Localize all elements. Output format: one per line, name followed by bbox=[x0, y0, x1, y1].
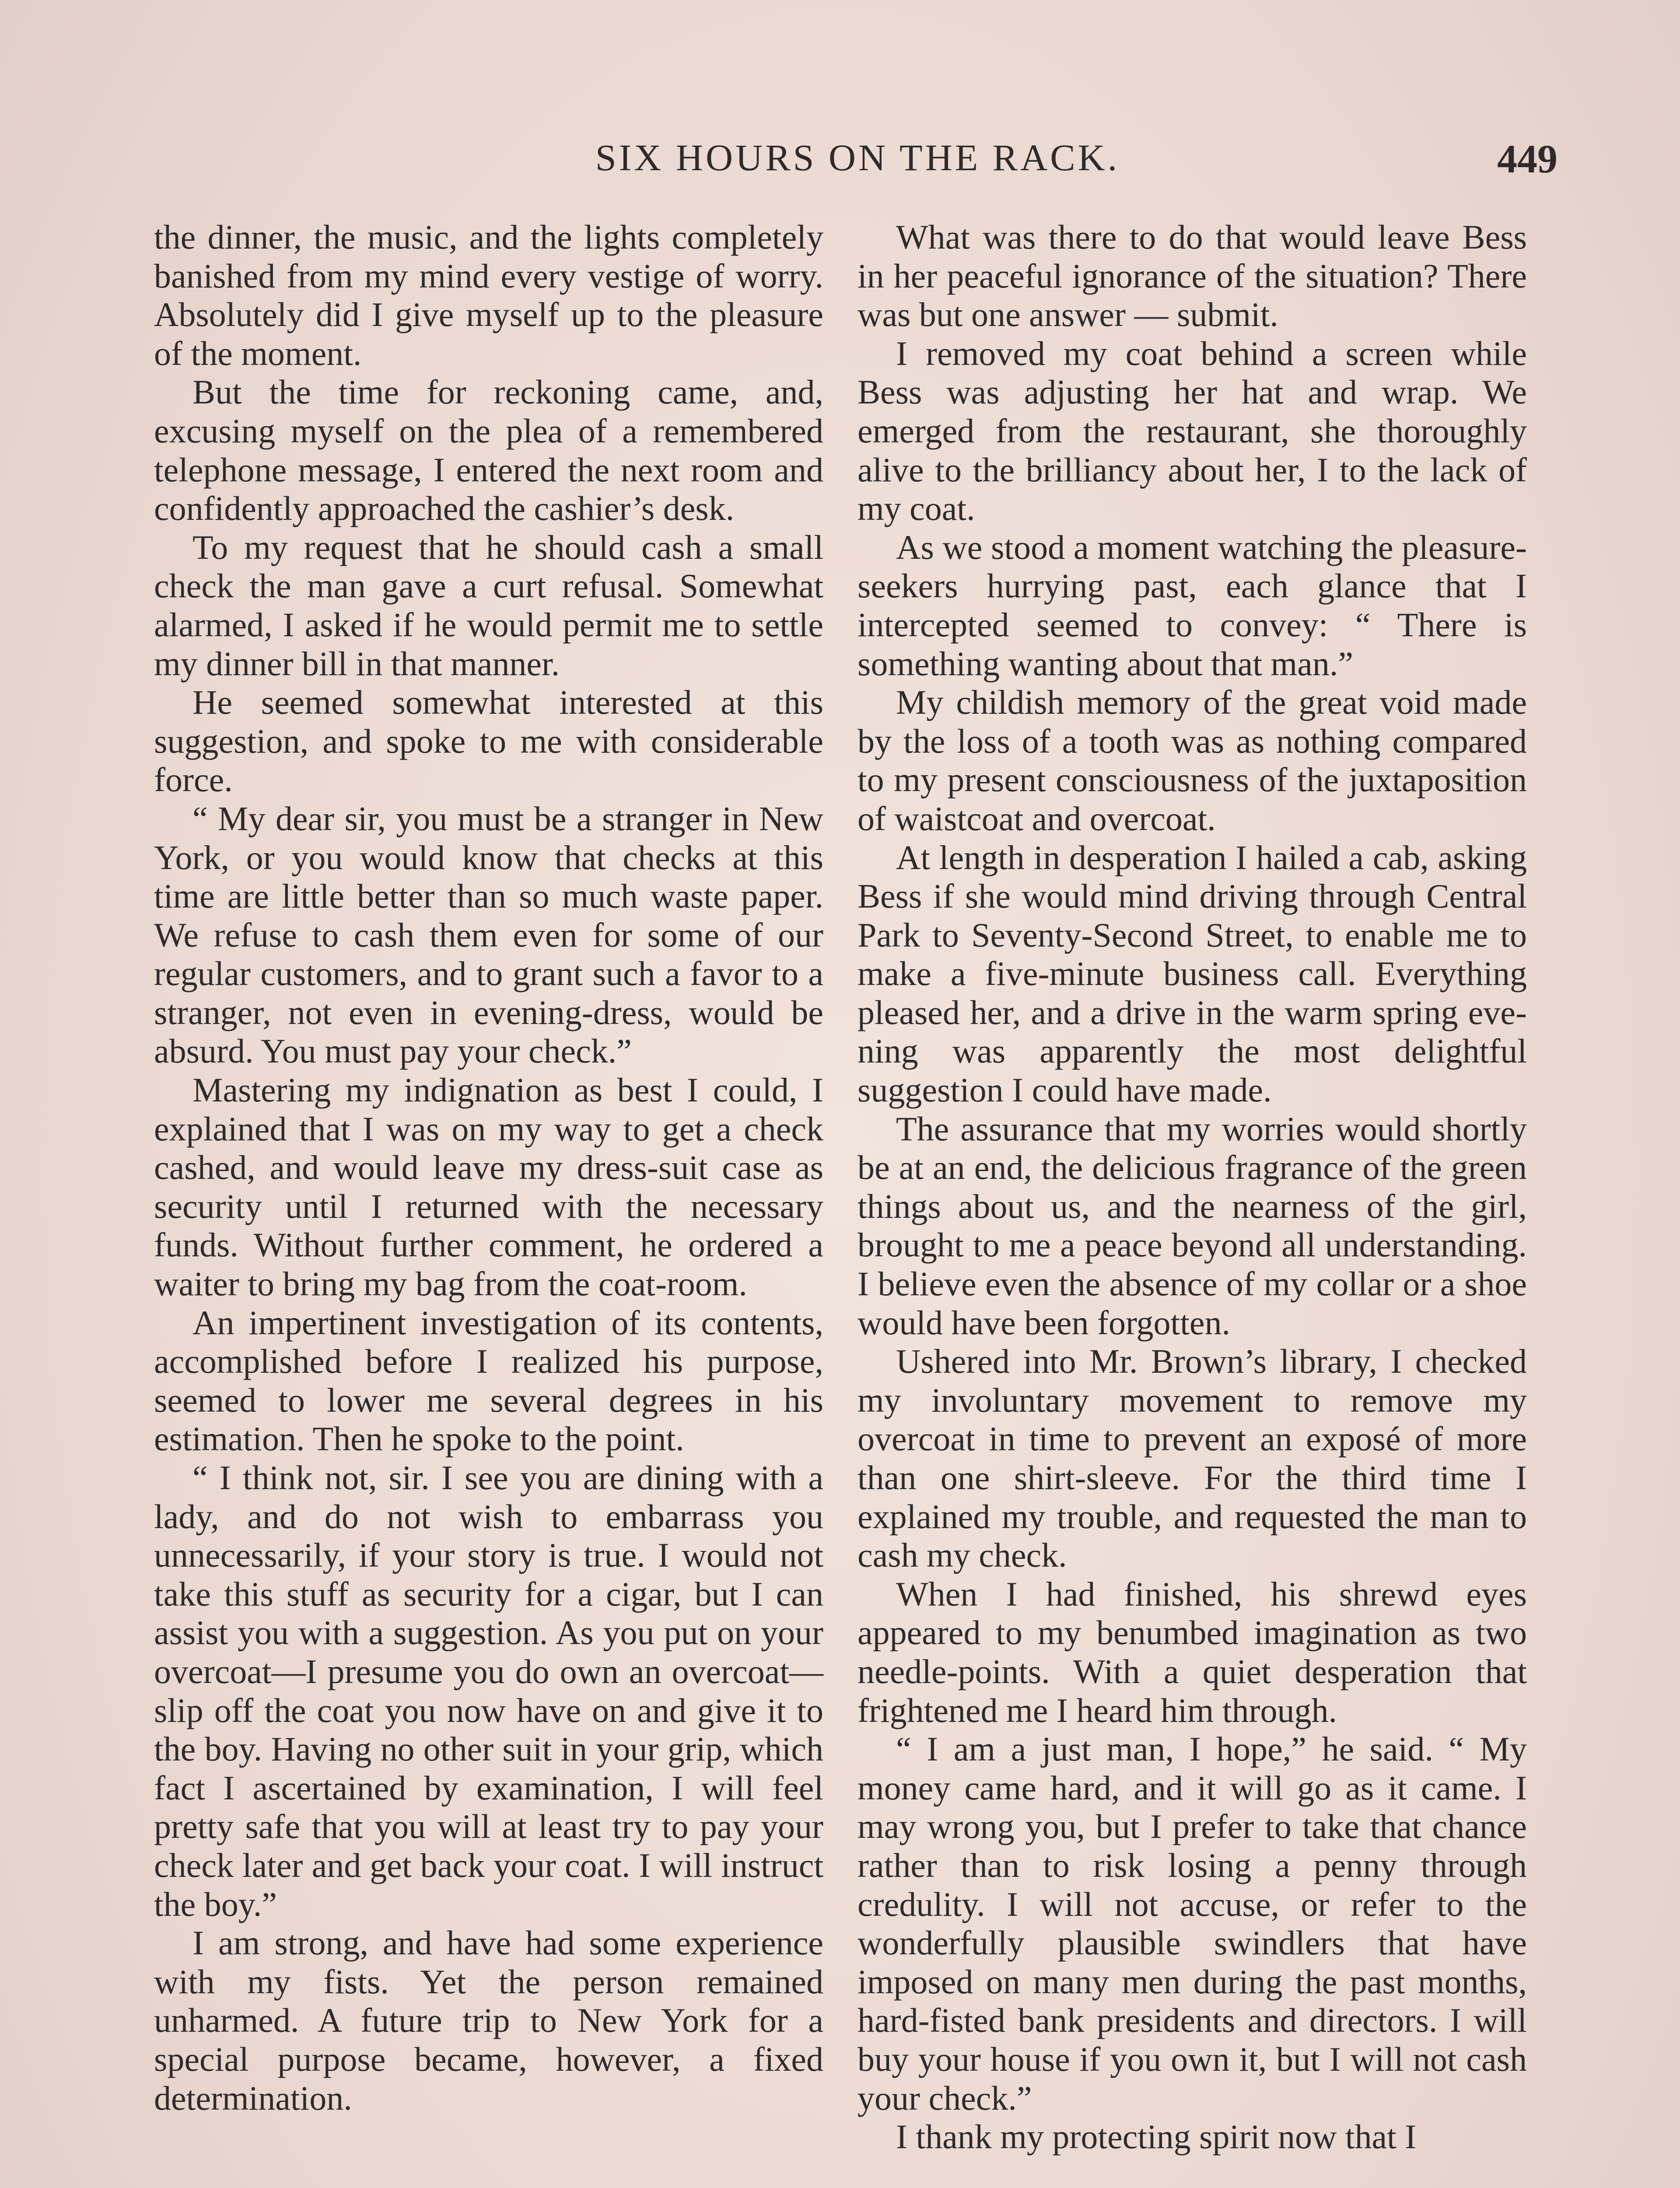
paragraph: “ I am a just man, I hope,” he said. “ My money came hard, and it will go as it came. I may wrong you, but I prefer to take that chance rather than to risk losing a penny through credulity. I will not accuse, or refer to the wonderfully plausible swindlers that have imposed on many men during the past months, hard-fisted bank presidents and directors. I will buy your house if you own it, but I will not cash your check.” bbox=[858, 1730, 1527, 2117]
paragraph: To my request that he should cash a small check the man gave a curt refusal. Somewhat alarmed, I asked if he would permit me to settle my dinner bill in that manner. bbox=[154, 528, 823, 683]
paragraph: An impertinent investigation of its contents, accomplished before I realized his purpose, seemed to lower me several degrees in his estimation. Then he spoke to the point. bbox=[154, 1303, 823, 1458]
paragraph: As we stood a moment watching the pleasure-seekers hurrying past, each glance that I intercepted seemed to convey: “ There is something wanting about that man.” bbox=[858, 528, 1527, 683]
paragraph: “ I think not, sir. I see you are dining with a lady, and do not wish to embarrass you unnecessarily, if your story is true. I would not take this stuff as security for a cigar, but I can assist you with a suggestion. As you put on your overcoat—I presume you do own an overcoat—slip off the coat you now have on and give it to the boy. Having no other suit in your grip, which fact I ascertained by examination, I will feel pretty safe that you will at least try to pay your check later and get back your coat. I will instruct the boy.” bbox=[154, 1459, 823, 1923]
right-column bbox=[858, 218, 1527, 2156]
paragraph: the dinner, the music, and the lights completely banished from my mind every vestige of worry. Absolutely did I give myself up to the pleasure of the moment. bbox=[154, 218, 823, 372]
page-number: 449 bbox=[1497, 137, 1558, 181]
paragraph: At length in desperation I hailed a cab, asking Bess if she would mind driving through Central Park to Seventy-Second Street, to enable me to make a five-minute business call. Everything pleased her, and a drive in the warm spring evening was apparently the most delightful suggestion I could have made. bbox=[858, 838, 1527, 1109]
paragraph: What was there to do that would leave Bess in her peaceful ignorance of the situation? There was but one answer — submit. bbox=[858, 218, 1527, 334]
paragraph: The assurance that my worries would shortly be at an end, the delicious fragrance of the green things about us, and the nearness of the girl, brought to me a peace beyond all understanding. I believe even the absence of my collar or a shoe would have been forgotten. bbox=[858, 1109, 1527, 1342]
paragraph: I am strong, and have had some experience with my fists. Yet the person remained unharmed. A future trip to New York for a special purpose became, however, a fixed determination. bbox=[154, 1924, 823, 2117]
paragraph: My childish memory of the great void made by the loss of a tooth was as nothing compared to my present consciousness of the juxtaposition of waistcoat and overcoat. bbox=[858, 683, 1527, 838]
paragraph: He seemed somewhat interested at this suggestion, and spoke to me with considerable force. bbox=[154, 683, 823, 799]
paragraph: Mastering my indignation as best I could, I explained that I was on my way to get a check cashed, and would leave my dress-suit case as security until I returned with the necessary funds. Without further comment, he ordered a waiter to bring my bag from the coat-room. bbox=[154, 1071, 823, 1303]
paragraph: Ushered into Mr. Brown’s library, I checked my involuntary movement to remove my overcoat in time to prevent an exposé of more than one shirt-sleeve. For the third time I explained my trouble, and requested the man to cash my check. bbox=[858, 1342, 1527, 1574]
paragraph: I removed my coat behind a screen while Bess was adjusting her hat and wrap. We emerged from the restaurant, she thoroughly alive to the brilliancy about her, I to the lack of my coat. bbox=[858, 334, 1527, 528]
paragraph: I thank my protecting spirit now that I bbox=[896, 2118, 1417, 2156]
left-column bbox=[154, 218, 823, 2118]
running-title: SIX HOURS ON THE RACK. bbox=[595, 137, 1120, 179]
paragraph: “ My dear sir, you must be a stranger in New York, or you would know that checks at this time are little better than so much waste paper. We refuse to cash them even for some of our regular customers, and to grant such a favor to a stranger, not even in evening-dress, would be absurd. You must pay your check.” bbox=[154, 799, 823, 1070]
paragraph: When I had finished, his shrewd eyes appeared to my benumbed imagination as two needle-points. With a quiet desperation that frightened me I heard him through. bbox=[858, 1574, 1527, 1729]
paragraph: But the time for reckoning came, and, excusing myself on the plea of a remembered telephone message, I entered the next room and confidently approached the cashier’s desk. bbox=[154, 373, 823, 528]
